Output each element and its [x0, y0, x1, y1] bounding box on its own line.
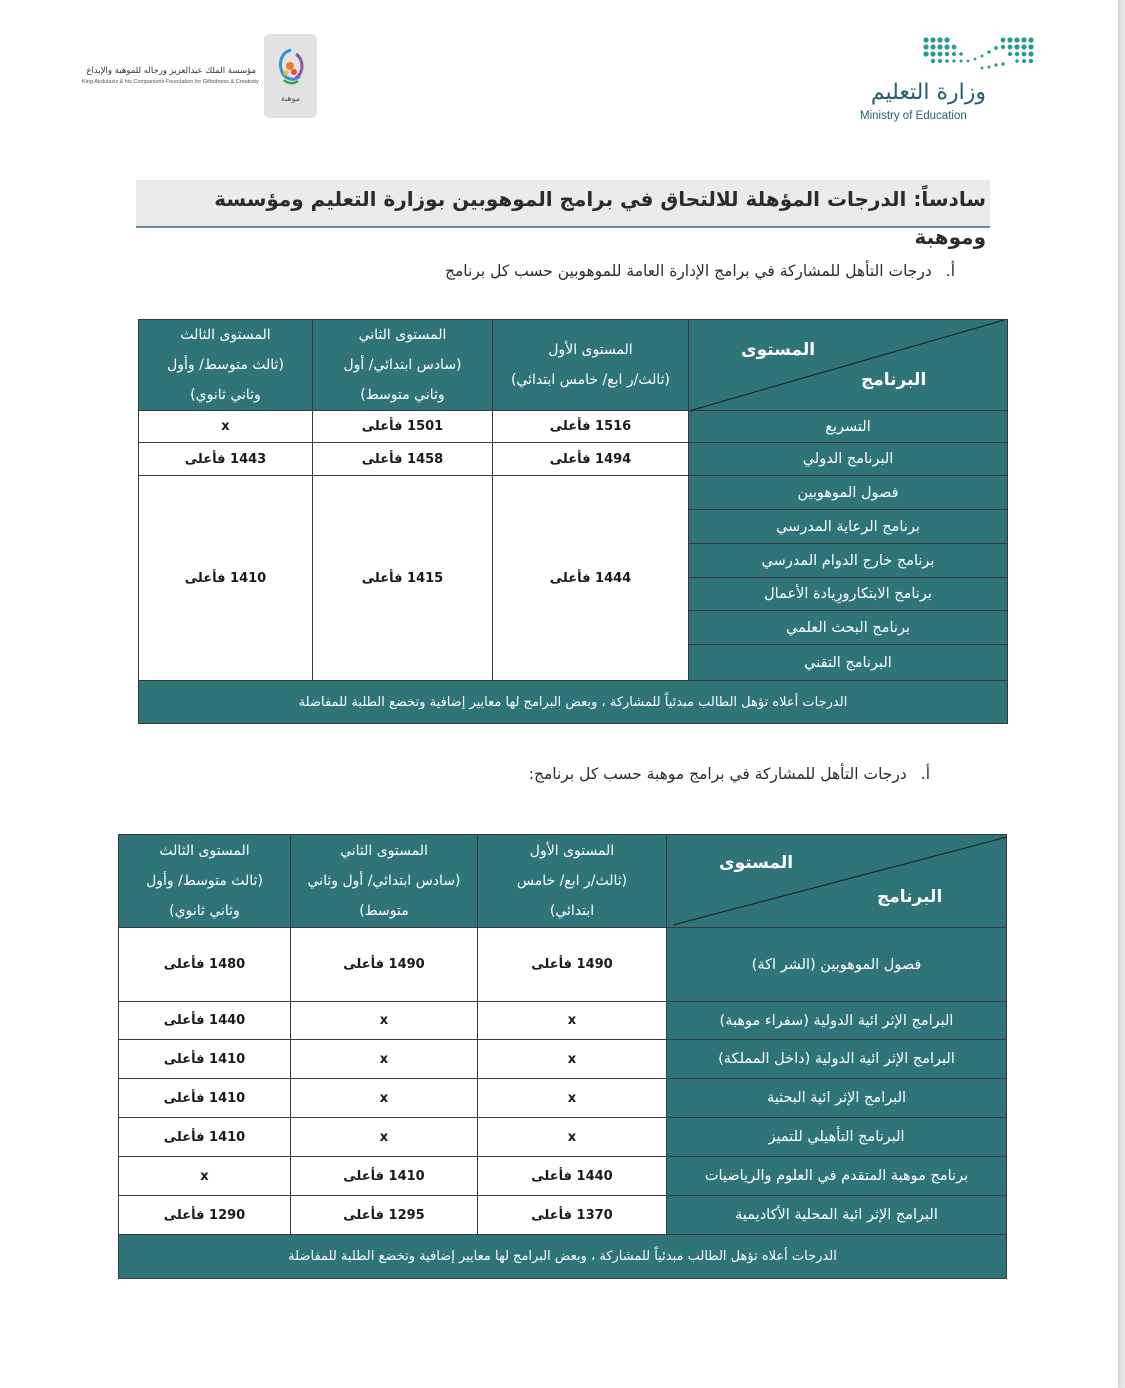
table2-level-1-header	[478, 835, 667, 928]
score-level-3: 1290 فأعلى	[119, 1196, 291, 1235]
score-level-3: 1410 فأعلى	[119, 1079, 291, 1118]
level-grades: (سادس ابتدائي/ أول	[343, 357, 462, 373]
score-level-1: 1440 فأعلى	[478, 1157, 667, 1196]
level-title: المستوى الأول	[548, 342, 633, 358]
diagonal-divider-icon	[689, 320, 1008, 411]
program-name: البرامج الإثر ائية البحثية	[667, 1079, 1007, 1118]
score-level-3: x	[139, 411, 313, 443]
score-level-3: 1480 فأعلى	[119, 928, 291, 1002]
score-level-1: 1370 فأعلى	[478, 1196, 667, 1235]
table1-level-2-header	[313, 320, 493, 411]
program-name: برنامج البحث العلمي	[689, 611, 1008, 645]
score-level-2: x	[291, 1040, 478, 1079]
score-level-1: 1494 فأعلى	[493, 443, 689, 476]
foundation-name-en: King Abdulaziz & his Companions Foundation for Giftedness & Creativity	[82, 79, 259, 85]
score-level-2: x	[291, 1118, 478, 1157]
table2-corner-cell	[667, 835, 1007, 928]
table-row	[119, 1118, 1007, 1157]
table2-caption-text: درجات التأهل للمشاركة في برامج موهبة حسب كل برنامج:	[528, 765, 907, 783]
table1-caption-number: أ.	[945, 262, 955, 280]
level-title: المستوى الثاني	[340, 843, 428, 859]
score-level-1: x	[478, 1040, 667, 1079]
program-name: برنامج الابتكارورِيادة الأعمال	[689, 578, 1008, 611]
program-name: فصول الموهوبين	[689, 476, 1008, 510]
program-name: البرامج الإثر ائية المحلية الأكاديمية	[667, 1196, 1007, 1235]
score-level-1: 1516 فأعلى	[493, 411, 689, 443]
table1-footer-note: الدرجات أعلاه تؤهل الطالب مبدئياً للمشاركة ، وبعض البرامج لها معايير إضافية وتخضع الطلبة للمفاضلة	[139, 681, 1008, 724]
level-title: المستوى الثاني	[358, 327, 447, 343]
score-level-3: x	[119, 1157, 291, 1196]
section-title: سادساً: الدرجات المؤهلة للالتحاق في برامج الموهوبين بوزارة التعليم ومؤسسة وموهبة	[214, 187, 986, 249]
table1-footer-row	[139, 681, 1008, 724]
score-level-1: x	[478, 1118, 667, 1157]
level-grades: (ثالث متوسط/ وأول	[146, 873, 263, 889]
table1	[138, 319, 1008, 724]
level-grades-cont: وثاني متوسط)	[360, 387, 445, 403]
table-row	[119, 1196, 1007, 1235]
table2-corner-program: البرنامج	[877, 887, 943, 907]
table-row	[119, 928, 1007, 1002]
score-level-2: 1501 فأعلى	[313, 411, 493, 443]
diagonal-divider-icon	[667, 835, 1007, 928]
ministry-dots-icon	[920, 34, 1040, 76]
table1-level-3-header	[139, 320, 313, 411]
level-title: المستوى الأول	[529, 843, 615, 859]
level-grades: (ثالث متوسط/ وأول	[167, 357, 284, 373]
table1-header-row	[139, 320, 1008, 411]
score-level-1: x	[478, 1079, 667, 1118]
table1-caption	[380, 262, 955, 280]
program-name: البرنامج الدولي	[689, 443, 1008, 476]
program-name: البرامج الإثر ائية الدولية (داخل المملكة)	[667, 1040, 1007, 1079]
level-grades: (ثالث/ر ابع/ خامس	[516, 873, 628, 889]
table2-level-3-header	[119, 835, 291, 928]
table1-corner-level: المستوى	[741, 340, 816, 360]
table2-caption	[480, 765, 930, 783]
score-level-2: 1410 فأعلى	[291, 1157, 478, 1196]
program-name: برنامج الرعاية المدرسي	[689, 510, 1008, 544]
program-name: البرامج الإثر ائية الدولية (سفراء موهبة)	[667, 1002, 1007, 1040]
score-level-3: 1440 فأعلى	[119, 1002, 291, 1040]
table-row	[119, 1157, 1007, 1196]
score-level-2: 1295 فأعلى	[291, 1196, 478, 1235]
score-level-2: x	[291, 1079, 478, 1118]
table-row	[139, 476, 1008, 510]
mawhiba-swirl-icon	[274, 46, 308, 90]
ministry-name-ar: وزارة التعليم	[870, 80, 986, 105]
score-level-3: 1410 فأعلى	[139, 476, 313, 681]
program-name: فصول الموهوبين (الشر اكة)	[667, 928, 1007, 1002]
score-level-3: 1410 فأعلى	[119, 1118, 291, 1157]
mawhiba-label: موهبة	[280, 94, 301, 103]
table-row	[119, 1002, 1007, 1040]
table2-footer-note: الدرجات أعلاه تؤهل الطالب مبدئياً للمشاركة ، وبعض البرامج لها معايير إضافية وتخضع الطلبة للمفاضلة	[119, 1235, 1007, 1279]
score-level-2: 1458 فأعلى	[313, 443, 493, 476]
score-level-1: x	[478, 1002, 667, 1040]
program-name: برنامج خارج الدوام المدرسي	[689, 544, 1008, 578]
ministry-name-en: Ministry of Education	[860, 110, 967, 122]
level-title: المستوى الثالث	[159, 843, 250, 859]
table2-footer-row	[119, 1235, 1007, 1279]
table-row	[139, 443, 1008, 476]
level-grades-cont: ابتدائي)	[549, 903, 595, 919]
table1-caption-text: درجات التأهل للمشاركة في برامج الإدارة العامة للموهوبين حسب كل برنامج	[444, 262, 932, 280]
score-level-1: 1490 فأعلى	[478, 928, 667, 1002]
table-row	[119, 1079, 1007, 1118]
program-name: برنامج موهبة المتقدم في العلوم والرياضيات	[667, 1157, 1007, 1196]
level-title: المستوى الثالث	[180, 327, 271, 343]
level-grades-cont: متوسط)	[359, 903, 409, 919]
table1-corner-program: البرنامج	[861, 370, 927, 390]
section-heading	[136, 180, 990, 249]
table1-level-1-header	[493, 320, 689, 411]
foundation-name-ar: مؤسسة الملك عبدالعزيز ورجاله للموهبة والإبداع	[86, 66, 256, 76]
mawhiba-logo	[264, 34, 317, 118]
level-grades-cont: وثاني ثانوي)	[169, 903, 240, 919]
score-level-2: x	[291, 1002, 478, 1040]
ministry-logo	[858, 30, 1048, 130]
table2-corner-level: المستوى	[719, 853, 794, 873]
score-level-3: 1410 فأعلى	[119, 1040, 291, 1079]
table1-corner-cell	[689, 320, 1008, 411]
level-grades: (ثالث/ر ابع/ خامس ابتدائي)	[511, 372, 670, 388]
program-name: التسريع	[689, 411, 1008, 443]
table2-level-2-header	[291, 835, 478, 928]
level-grades: (سادس ابتدائي/ أول وثاني	[307, 873, 461, 889]
table-row	[139, 411, 1008, 443]
program-name: البرنامج التأهيلي للتميز	[667, 1118, 1007, 1157]
table2-caption-number: أ.	[920, 765, 930, 783]
level-grades-cont: وثاني ثانوي)	[190, 387, 261, 403]
score-level-3: 1443 فأعلى	[139, 443, 313, 476]
table-row	[119, 1040, 1007, 1079]
table2	[118, 834, 1007, 1279]
score-level-1: 1444 فأعلى	[493, 476, 689, 681]
score-level-2: 1490 فأعلى	[291, 928, 478, 1002]
program-name: البرنامج التقني	[689, 645, 1008, 681]
score-level-2: 1415 فأعلى	[313, 476, 493, 681]
table2-header-row	[119, 835, 1007, 928]
